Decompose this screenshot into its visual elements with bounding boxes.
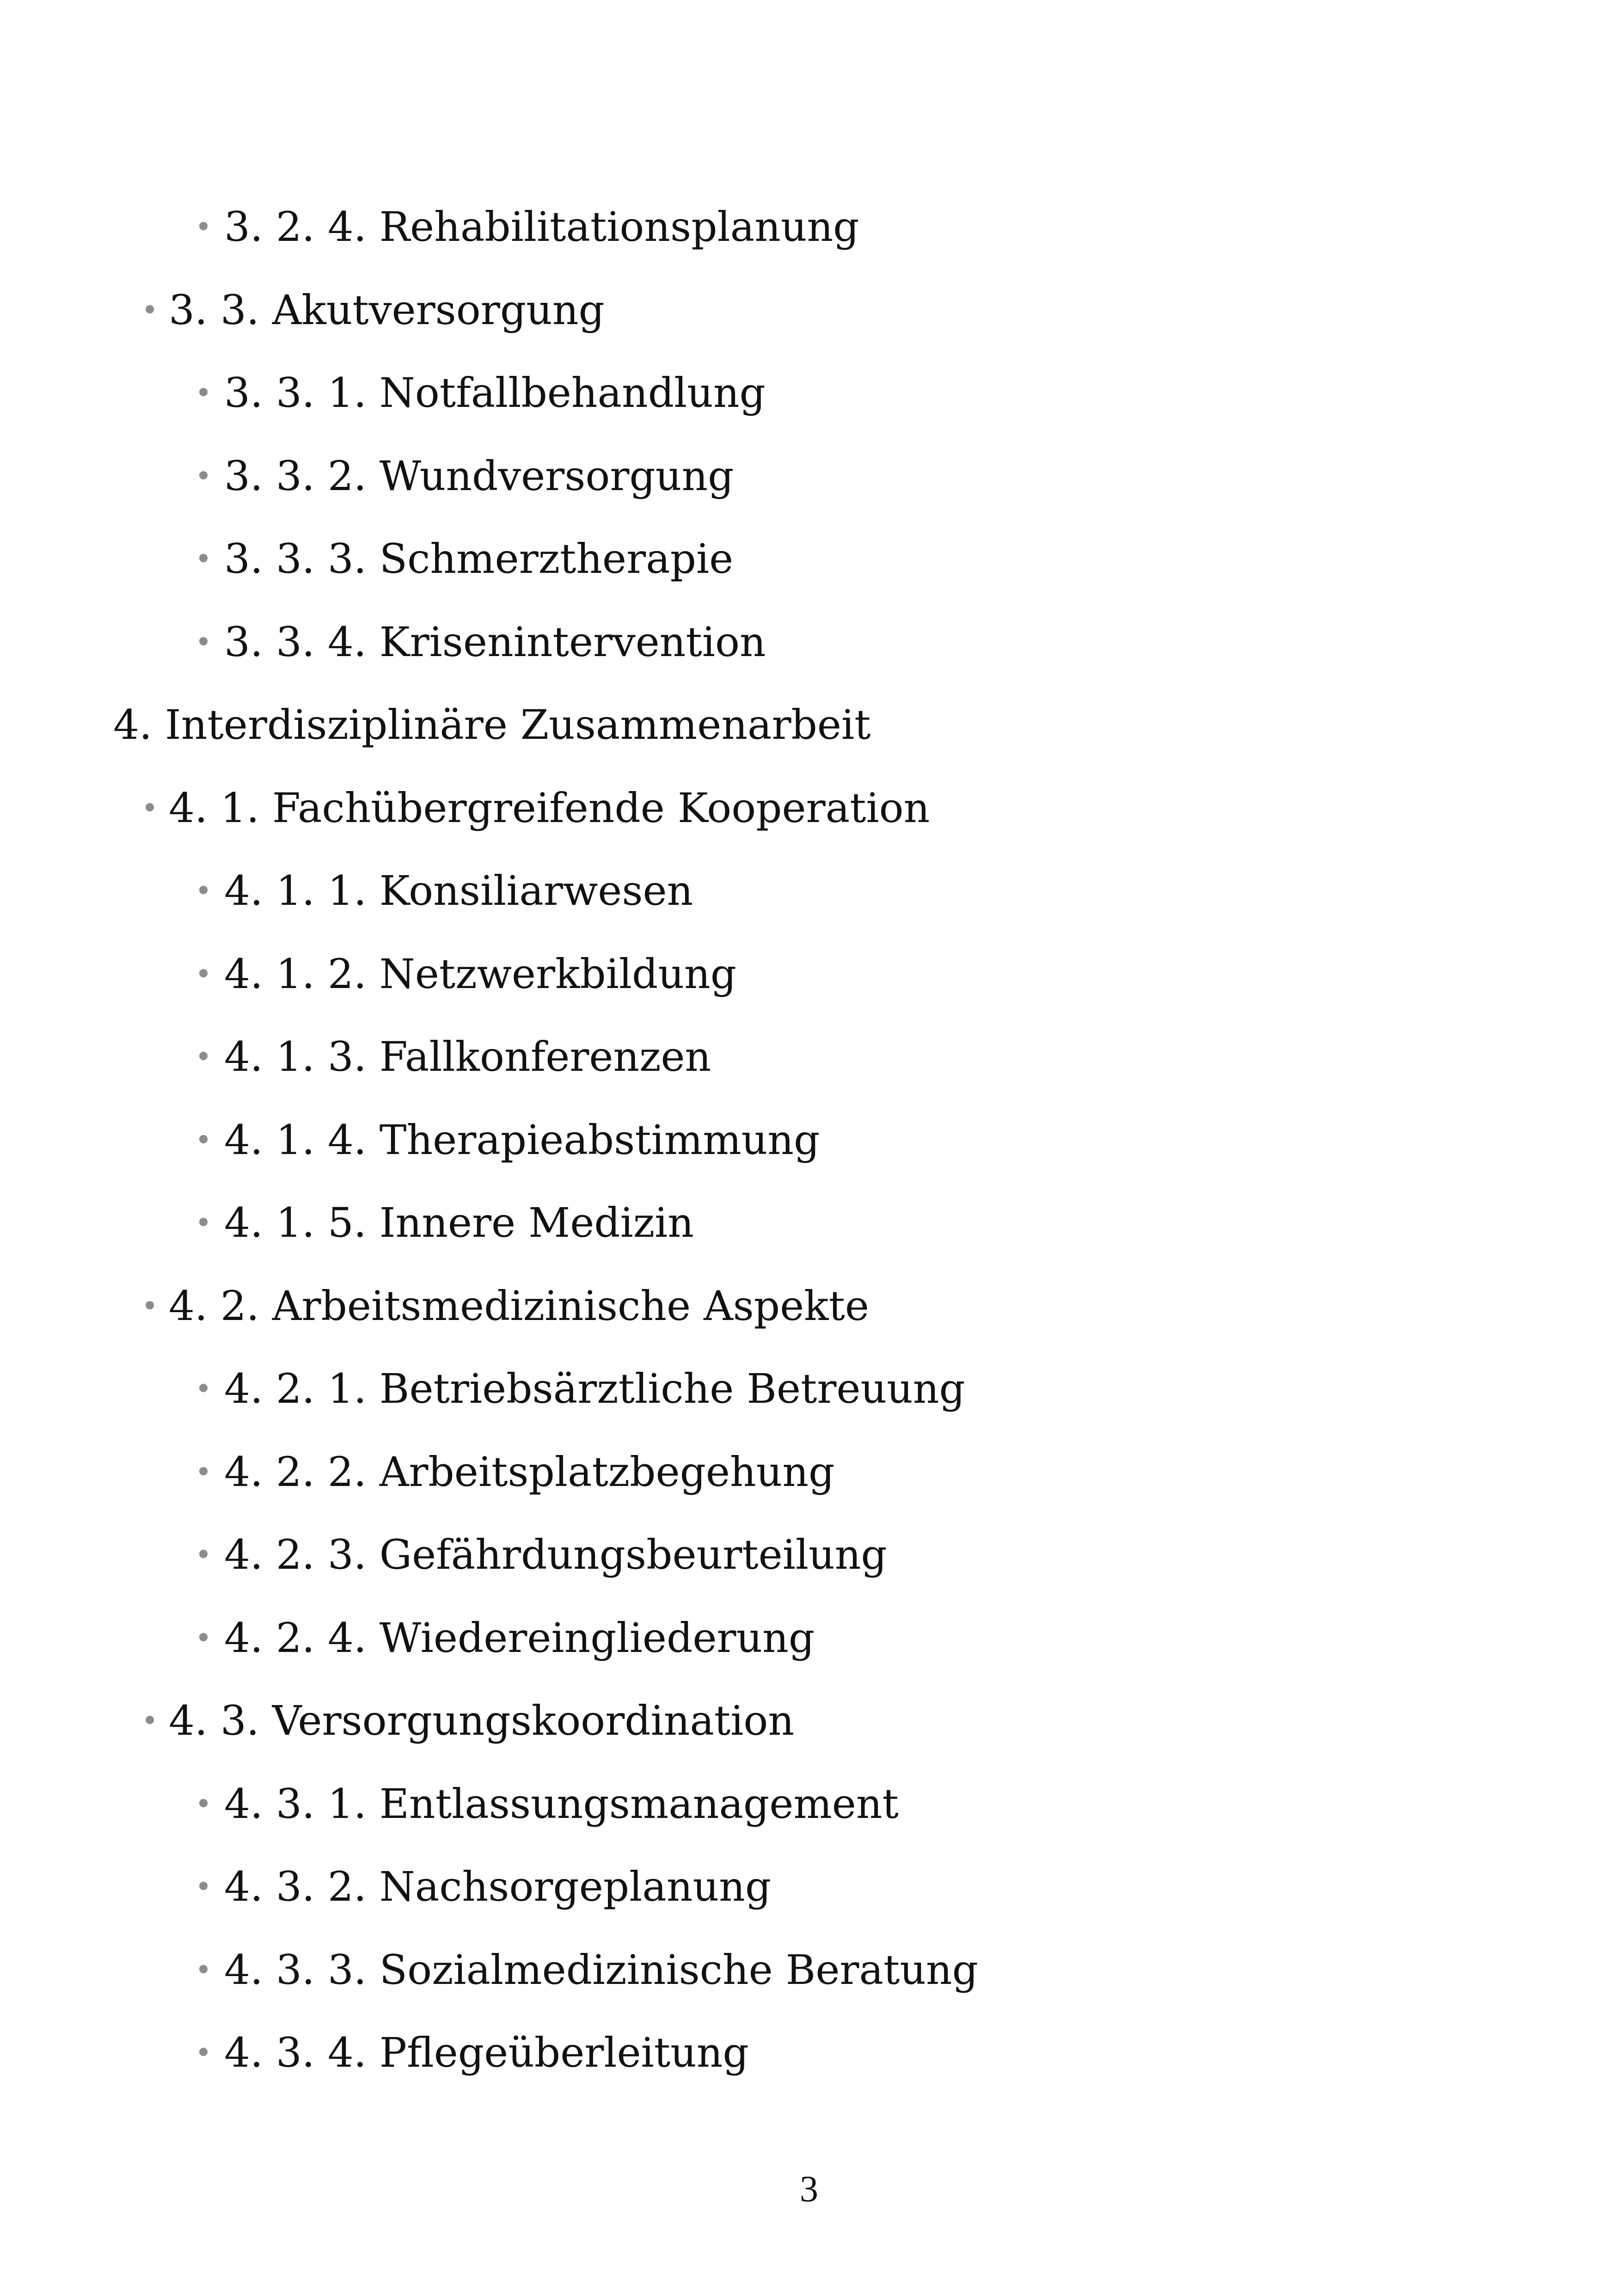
toc-entry-label: 4. 1. 5. Innere Medizin	[224, 1199, 694, 1246]
bullet-icon: •	[195, 1787, 212, 1821]
toc-entry-label: 4. 3. 1. Entlassungsmanagement	[224, 1780, 899, 1828]
toc-entry-label: 4. 1. Fachübergreifende Kooperation	[169, 784, 930, 832]
bullet-icon: •	[195, 2036, 212, 2069]
bullet-icon: •	[195, 1455, 212, 1489]
bullet-icon: •	[195, 1372, 212, 1406]
toc-entry-label: 3. 2. 4. Rehabilitationsplanung	[224, 203, 859, 251]
toc-entry-label: 4. 1. 4. Therapieabstimmung	[224, 1116, 820, 1164]
page-number: 3	[800, 2169, 818, 2210]
bullet-icon: •	[195, 1206, 212, 1240]
toc-entry-label: 3. 3. 2. Wundversorgung	[224, 452, 734, 500]
bullet-icon: •	[195, 542, 212, 576]
toc-entry-label: 4. 2. 3. Gefährdungsbeurteilung	[224, 1531, 887, 1578]
bullet-icon: •	[141, 293, 159, 327]
toc-entry-label: 4. 2. Arbeitsmedizinische Aspekte	[169, 1282, 869, 1330]
bullet-icon: •	[195, 1621, 212, 1655]
bullet-icon: •	[141, 1289, 159, 1323]
toc-entry-label: 3. 3. 3. Schmerztherapie	[224, 535, 734, 583]
toc-entry-label: 4. 2. 2. Arbeitsplatzbegehung	[224, 1448, 835, 1496]
bullet-icon: •	[195, 957, 212, 991]
bullet-icon: •	[195, 1953, 212, 1987]
toc-entry-label: 4. 1. 1. Konsiliarwesen	[224, 867, 693, 915]
toc-entry-label: 3. 3. 1. Notfallbehandlung	[224, 369, 766, 417]
bullet-icon: •	[195, 1040, 212, 1074]
toc-entry-label: 3. 3. Akutversorgung	[169, 286, 605, 334]
toc-entry-label: 3. 3. 4. Krisenintervention	[224, 618, 766, 666]
bullet-icon: •	[195, 459, 212, 493]
toc-entry-label: 4. 3. 4. Pflegeüberleitung	[224, 2029, 749, 2076]
bullet-icon: •	[195, 1870, 212, 1903]
bullet-icon: •	[195, 210, 212, 244]
toc-entry-label: 4. 1. 2. Netzwerkbildung	[224, 950, 737, 998]
bullet-icon: •	[141, 1704, 159, 1737]
bullet-icon: •	[141, 791, 159, 825]
bullet-icon: •	[195, 1123, 212, 1157]
toc-entry-label: 4. 3. Versorgungskoordination	[169, 1697, 794, 1744]
toc-entry-label: 4. 3. 2. Nachsorgeplanung	[224, 1863, 772, 1910]
toc-entry-label: 4. 2. 4. Wiedereingliederung	[224, 1614, 815, 1662]
bullet-icon: •	[195, 1538, 212, 1572]
toc-entry-label: 4. 3. 3. Sozialmedizinische Beratung	[224, 1946, 979, 1994]
bullet-icon: •	[195, 874, 212, 908]
toc-entry-label: 4. Interdisziplinäre Zusammenarbeit	[113, 701, 871, 749]
bullet-icon: •	[195, 625, 212, 659]
toc-entry-label: 4. 1. 3. Fallkonferenzen	[224, 1033, 711, 1080]
bullet-icon: •	[195, 376, 212, 410]
toc-entry-label: 4. 2. 1. Betriebsärztliche Betreuung	[224, 1365, 965, 1412]
